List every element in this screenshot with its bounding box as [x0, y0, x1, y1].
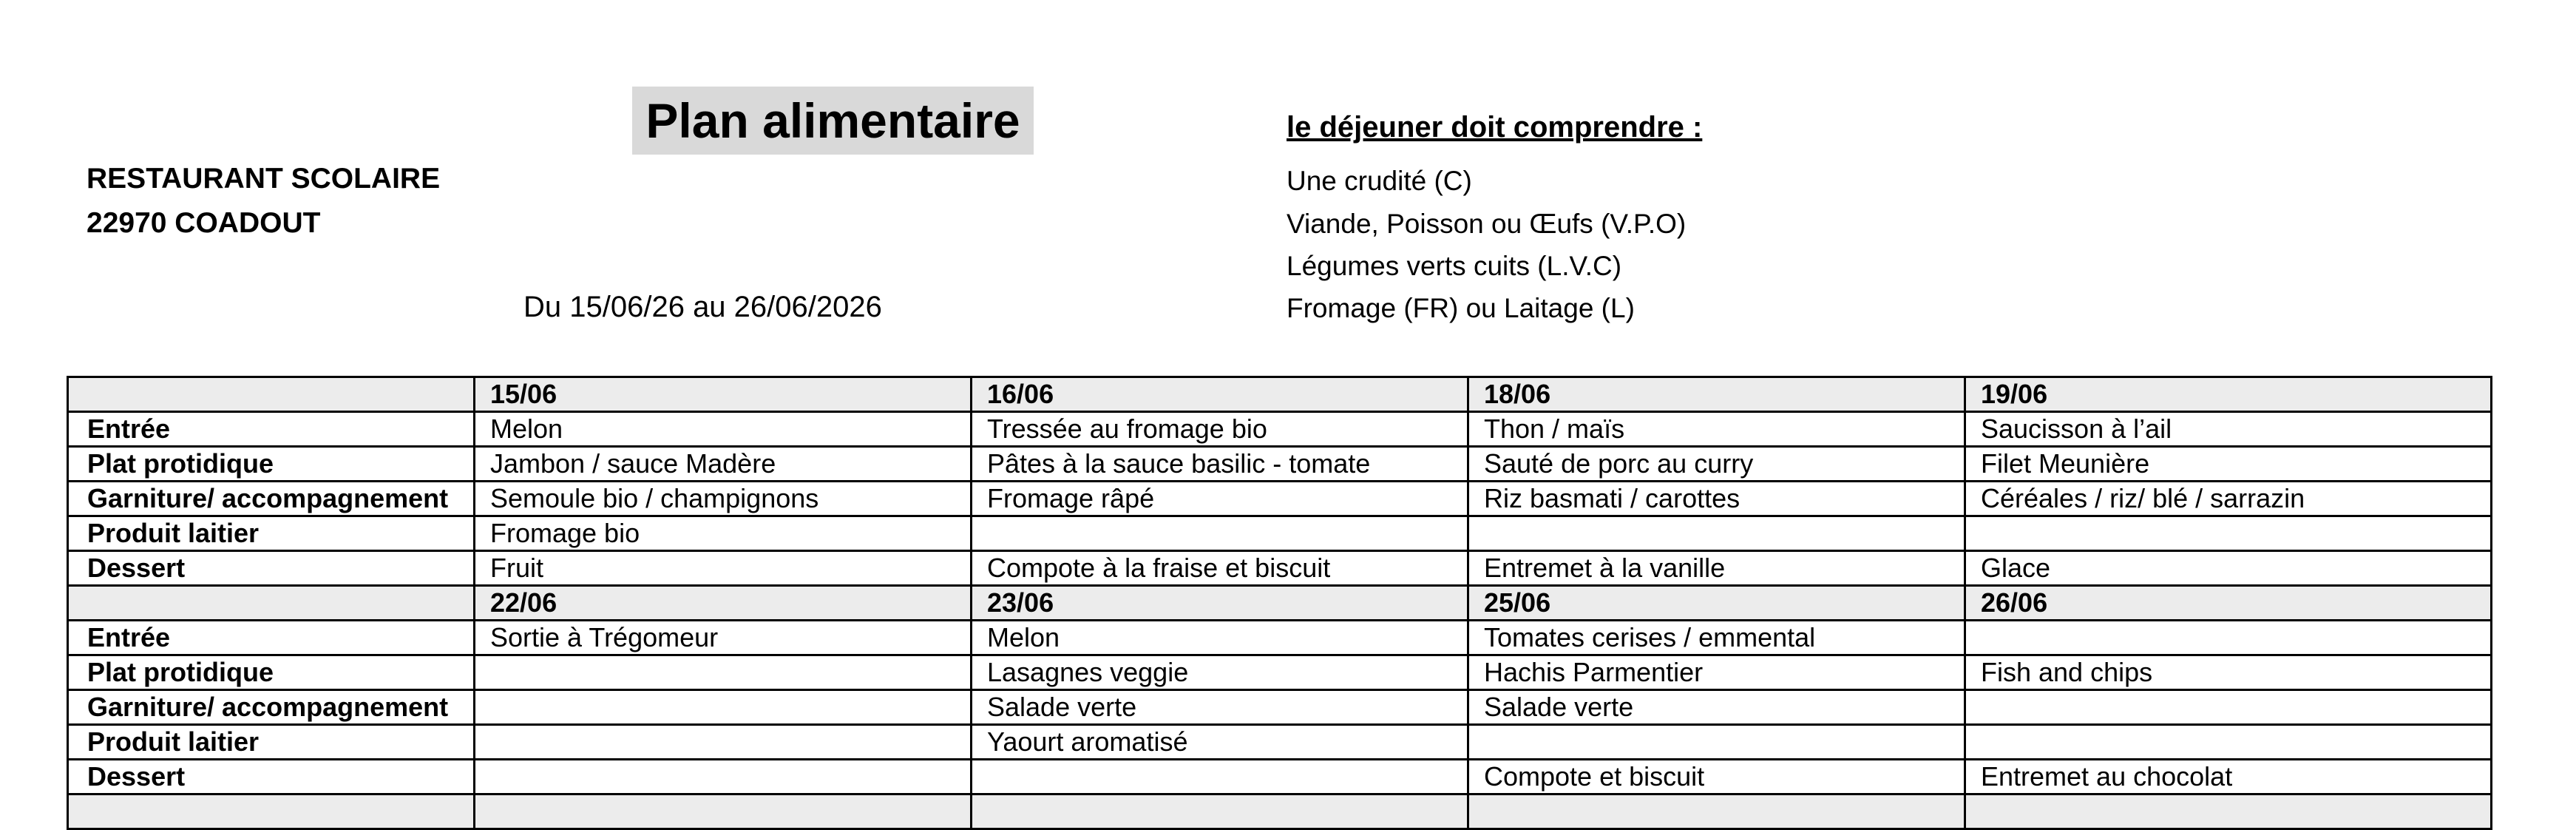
- table-row: [68, 760, 2492, 794]
- menu-cell: [1468, 725, 1965, 760]
- table-row: [68, 516, 2492, 551]
- row-label: Garniture/ accompagnement: [68, 690, 475, 725]
- menu-cell: Sortie à Trégomeur: [475, 621, 972, 655]
- row-label: Dessert: [68, 551, 475, 586]
- table-row: [68, 412, 2492, 447]
- menu-cell: Salade verte: [1468, 690, 1965, 725]
- table-row: [68, 690, 2492, 725]
- table-cell: [68, 586, 475, 621]
- menu-cell: [972, 760, 1468, 794]
- menu-cell: Compote et biscuit: [1468, 760, 1965, 794]
- menu-cell: Melon: [475, 412, 972, 447]
- menu-cell: Tressée au fromage bio: [972, 412, 1468, 447]
- day-date: 26/06: [1965, 586, 2492, 621]
- row-label: Produit laitier: [68, 516, 475, 551]
- table-cell: [972, 794, 1468, 829]
- menu-cell: Melon: [972, 621, 1468, 655]
- menu-cell: [1965, 690, 2492, 725]
- menu-cell: [1965, 621, 2492, 655]
- requirement-item: Une crudité (C): [1287, 166, 1472, 196]
- day-date: 23/06: [972, 586, 1468, 621]
- menu-cell: [1965, 516, 2492, 551]
- page-title: Plan alimentaire: [632, 87, 1034, 155]
- table-cell: [475, 794, 972, 829]
- menu-cell: [475, 655, 972, 690]
- row-label: Garniture/ accompagnement: [68, 482, 475, 516]
- day-date: 15/06: [475, 377, 972, 412]
- menu-cell: Saucisson à l’ail: [1965, 412, 2492, 447]
- menu-cell: Fromage râpé: [972, 482, 1468, 516]
- menu-cell: Céréales / riz/ blé / sarrazin: [1965, 482, 2492, 516]
- school-city: 22970 COADOUT: [87, 207, 321, 239]
- period-dates: Du 15/06/26 au 26/06/2026: [523, 291, 882, 323]
- menu-cell: Yaourt aromatisé: [972, 725, 1468, 760]
- row-label: Dessert: [68, 760, 475, 794]
- school-name: RESTAURANT SCOLAIRE: [87, 163, 441, 195]
- requirement-item: Viande, Poisson ou Œufs (V.P.O): [1287, 209, 1687, 239]
- menu-cell: Thon / maïs: [1468, 412, 1965, 447]
- menu-cell: [475, 690, 972, 725]
- table-cell: [68, 377, 475, 412]
- menu-table: [67, 376, 2492, 830]
- week-date-row: [68, 586, 2492, 621]
- row-label: Plat protidique: [68, 447, 475, 482]
- requirement-item: Légumes verts cuits (L.V.C): [1287, 251, 1622, 281]
- menu-cell: Sauté de porc au curry: [1468, 447, 1965, 482]
- menu-cell: Pâtes à la sauce basilic - tomate: [972, 447, 1468, 482]
- menu-cell: Tomates cerises / emmental: [1468, 621, 1965, 655]
- table-row: [68, 655, 2492, 690]
- menu-cell: Hachis Parmentier: [1468, 655, 1965, 690]
- row-label: Entrée: [68, 412, 475, 447]
- menu-cell: Entremet à la vanille: [1468, 551, 1965, 586]
- requirement-item: Fromage (FR) ou Laitage (L): [1287, 293, 1635, 323]
- day-date: 25/06: [1468, 586, 1965, 621]
- day-date: 22/06: [475, 586, 972, 621]
- table-footer-row: [68, 794, 2492, 829]
- table-cell: [1468, 794, 1965, 829]
- menu-cell: Compote à la fraise et biscuit: [972, 551, 1468, 586]
- menu-cell: Fish and chips: [1965, 655, 2492, 690]
- menu-cell: Fruit: [475, 551, 972, 586]
- table-cell: [1965, 794, 2492, 829]
- requirements-title: le déjeuner doit comprendre :: [1287, 111, 1703, 144]
- table-row: [68, 447, 2492, 482]
- menu-cell: Lasagnes veggie: [972, 655, 1468, 690]
- table-row: [68, 621, 2492, 655]
- day-date: 16/06: [972, 377, 1468, 412]
- menu-cell: Salade verte: [972, 690, 1468, 725]
- menu-cell: [475, 760, 972, 794]
- menu-cell: [475, 725, 972, 760]
- table-row: [68, 725, 2492, 760]
- menu-cell: Filet Meunière: [1965, 447, 2492, 482]
- table-row: [68, 482, 2492, 516]
- week-date-row: [68, 377, 2492, 412]
- row-label: Entrée: [68, 621, 475, 655]
- menu-cell: Riz basmati / carottes: [1468, 482, 1965, 516]
- row-label: Produit laitier: [68, 725, 475, 760]
- menu-cell: [972, 516, 1468, 551]
- table-row: [68, 551, 2492, 586]
- day-date: 18/06: [1468, 377, 1965, 412]
- menu-cell: Glace: [1965, 551, 2492, 586]
- menu-cell: Fromage bio: [475, 516, 972, 551]
- menu-cell: Entremet au chocolat: [1965, 760, 2492, 794]
- menu-cell: Semoule bio / champignons: [475, 482, 972, 516]
- row-label: Plat protidique: [68, 655, 475, 690]
- day-date: 19/06: [1965, 377, 2492, 412]
- menu-cell: [1965, 725, 2492, 760]
- menu-cell: Jambon / sauce Madère: [475, 447, 972, 482]
- table-cell: [68, 794, 475, 829]
- menu-cell: [1468, 516, 1965, 551]
